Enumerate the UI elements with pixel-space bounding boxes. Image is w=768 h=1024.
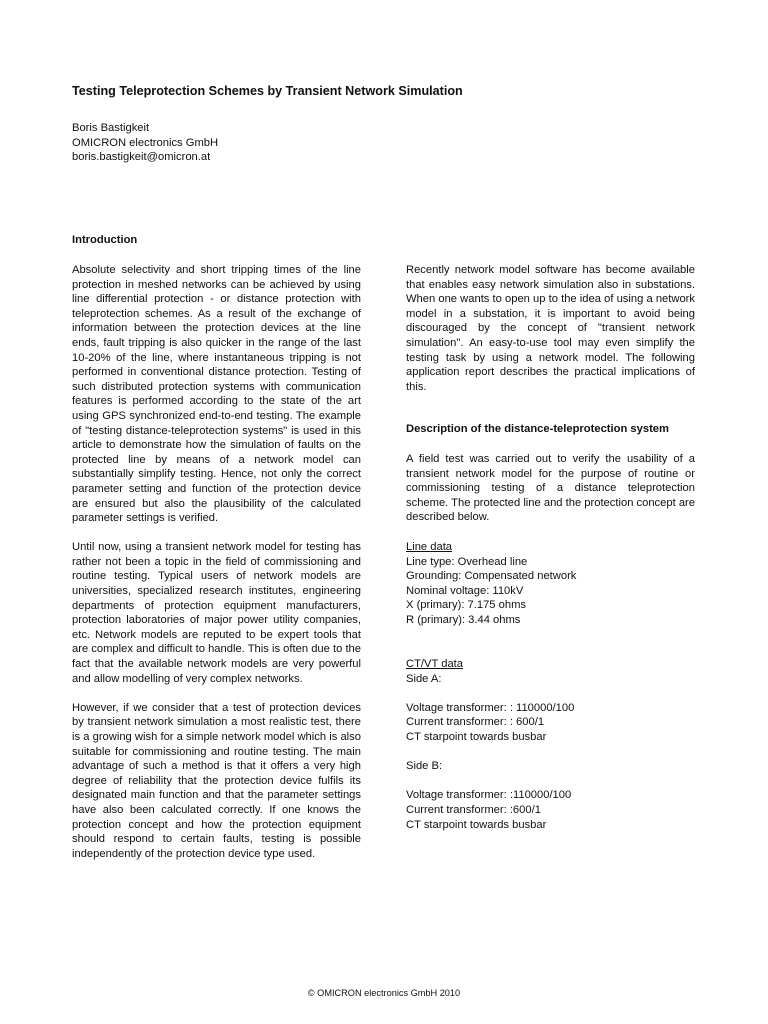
line-data-item: X (primary): 7.175 ohms (406, 599, 526, 612)
ctvt-data-block (406, 657, 574, 832)
ctvt-data-heading: CT/VT data (406, 658, 463, 670)
intro-paragraph-1: Absolute selectivity and short tripping times of the line protection in meshed networks can be achieved by using line differential protection - or distance protection with teleprotection schemes. As a result of the exchange of information between the protection devices at the line ends, fault tripping is also quicker in the range of the last 10-20% of the line, where instantaneous tripping is not performed in conventional distance protection. Testing of such distributed protection systems with communication features is performed according to the state of the art using GPS synchronized end-to-end testing. The example of "testing distance-teleprotection systems" is used in this article to demonstrate how the simulation of faults on the protected line by means of a network model can substantially simplify testing. Hence, not only the correct parameter setting and function of the protection device are ensured but also the plausibility of the calculated parameter settings is verified. (72, 264, 361, 525)
author-name: Boris Bastigkeit (72, 122, 150, 134)
line-data-heading: Line data (406, 541, 453, 553)
side-a-item: Current transformer: : 600/1 (406, 716, 545, 729)
side-a-item: CT starpoint towards busbar (406, 730, 547, 743)
author-email: boris.bastigkeit@omicron.at (72, 151, 211, 164)
left-column (72, 263, 361, 861)
author-block (72, 121, 218, 165)
line-data-block (406, 540, 576, 628)
side-b-item: CT starpoint towards busbar (406, 818, 547, 831)
line-data-item: R (primary): 3.44 ohms (406, 613, 521, 626)
side-b-item: Current transformer: :600/1 (406, 803, 541, 816)
side-a-label: Side A: (406, 672, 442, 685)
author-company: OMICRON electronics GmbH (72, 136, 219, 149)
line-data-item: Nominal voltage: 110kV (406, 584, 524, 597)
intro-paragraph-3: However, if we consider that a test of protection devices by transient network simulation a most realistic test, there is a growing wish for a simple network model which is also suitable for commissioning and routine testing. The main advantage of such a method is that it offers a very high degree of reliability that the protection device fulfils its designated main function and that the parameter settings have also been calculated correctly. If one knows the protection concept and how the protection equipment should respond to certain faults, testing is possible independently of the protection device type used. (72, 701, 361, 860)
intro-paragraph-4: Recently network model software has become available that enables easy network simulation also in substations. When one wants to open up to the idea of using a network model in a substation, it is important to avoid being discouraged by the concept of "transient network simulation". An easy-to-use tool may even simplify the testing task by using a network model. The following application report describes the practical implications of this. (406, 264, 695, 393)
paper-title: Testing Teleprotection Schemes by Transient Network Simulation (72, 84, 463, 98)
introduction-heading: Introduction (72, 234, 138, 246)
line-data-item: Grounding: Compensated network (406, 570, 577, 583)
description-heading: Description of the distance-teleprotection system (406, 423, 669, 435)
description-paragraph: A field test was carried out to verify the usability of a transient network model for the purpose of routine or commissioning testing of a distance teleprotection scheme. The protected line and the protection concept are described below. (406, 453, 695, 524)
line-data-item: Line type: Overhead line (406, 555, 528, 568)
side-b-item: Voltage transformer: :110000/100 (406, 789, 572, 802)
side-a-item: Voltage transformer: : 110000/100 (406, 701, 575, 714)
footer-copyright: © OMICRON electronics GmbH 2010 (307, 988, 461, 998)
intro-paragraph-2: Until now, using a transient network model for testing has rather not been a topic in the field of commissioning and routine testing. Typical users of network models are universities, specialized research institutes, engineering departments of protection equipment manufacturers, protection laboratories of major power utility companies, etc. Network models are reputed to be expert tools that are complex and difficult to handle. This is often due to the fact that the available network models are very powerful and allow modelling of very complex networks. (72, 541, 361, 685)
side-b-label: Side B: (406, 760, 443, 773)
